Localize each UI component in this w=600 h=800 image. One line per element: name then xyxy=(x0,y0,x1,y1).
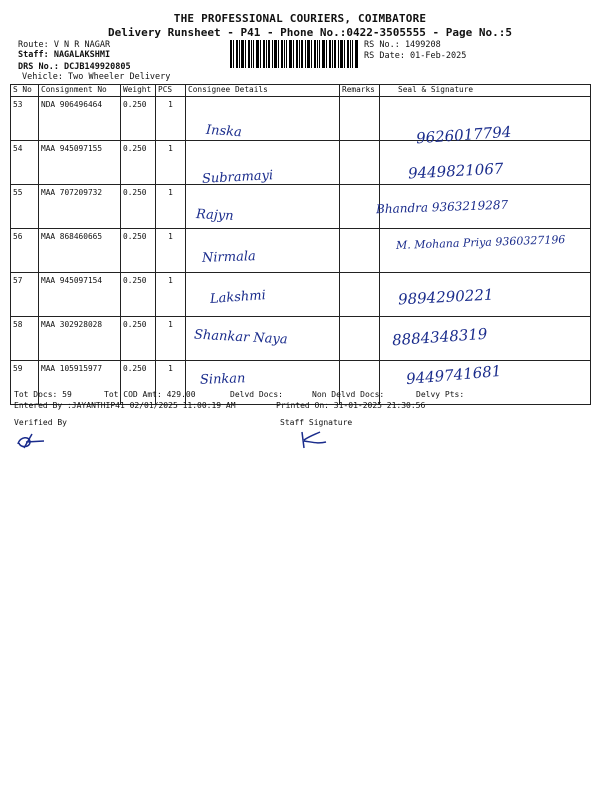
cell-consignment: MAA 945097155 xyxy=(39,141,121,185)
cell-weight: 0.250 xyxy=(121,185,156,229)
delivered-docs: Delvd Docs: xyxy=(230,390,283,399)
delivery-points: Delvy Pts: xyxy=(416,390,465,399)
consignee-signature: Rajyn xyxy=(195,207,234,224)
non-delivered-docs: Non Delvd Docs: xyxy=(312,390,385,399)
table-row xyxy=(11,317,591,361)
column-header-sno: S No xyxy=(11,85,39,97)
cell-sno: 54 xyxy=(11,141,39,185)
consignee-signature: Lakshmi xyxy=(209,288,267,307)
table-row xyxy=(11,273,591,317)
cell-weight: 0.250 xyxy=(121,361,156,405)
consignee-signature: Shankar Naya xyxy=(193,327,288,348)
cell-remarks xyxy=(340,141,380,185)
cell-remarks xyxy=(340,185,380,229)
cell-weight: 0.250 xyxy=(121,141,156,185)
cell-weight: 0.250 xyxy=(121,97,156,141)
table-row xyxy=(11,141,591,185)
staff-signature-mark xyxy=(296,428,330,452)
recipient-signature: Bhandra 9363219287 xyxy=(375,197,509,217)
recipient-signature: 9449741681 xyxy=(405,361,503,389)
column-header-seal: Seal & Signature xyxy=(380,85,591,97)
cell-remarks xyxy=(340,97,380,141)
cell-consignment: NDA 906496464 xyxy=(39,97,121,141)
column-header-consignee: Consignee Details xyxy=(186,85,340,97)
cell-sno: 56 xyxy=(11,229,39,273)
recipient-signature: 9449821067 xyxy=(407,159,504,183)
recipient-signature: M. Mohana Priya 9360327196 xyxy=(395,233,566,252)
cell-remarks xyxy=(340,273,380,317)
cell-sno: 57 xyxy=(11,273,39,317)
recipient-signature: 9626017794 xyxy=(415,122,512,148)
cell-consignment: MAA 302928028 xyxy=(39,317,121,361)
document-title: THE PROFESSIONAL COURIERS, COIMBATORE xyxy=(173,12,427,25)
rs-date: RS Date: 01-Feb-2025 xyxy=(364,51,467,61)
verifier-signature-mark xyxy=(14,430,50,452)
cell-consignment: MAA 945097154 xyxy=(39,273,121,317)
vehicle-label: Vehicle: Two Wheeler Delivery xyxy=(22,72,171,82)
verified-by-label: Verified By xyxy=(14,418,67,427)
printed-on: Printed On: 31-01-2025 21:30:56 xyxy=(276,401,426,410)
cell-sno: 58 xyxy=(11,317,39,361)
cell-sno: 53 xyxy=(11,97,39,141)
staff-signature-label: Staff Signature xyxy=(280,418,353,427)
consignee-signature: Sinkan xyxy=(199,371,246,388)
cell-pcs: 1 xyxy=(156,97,186,141)
column-header-pcs: PCS xyxy=(156,85,186,97)
cell-pcs: 1 xyxy=(156,141,186,185)
column-header-weight: Weight xyxy=(121,85,156,97)
column-header-remarks: Remarks xyxy=(340,85,380,97)
cell-sno: 59 xyxy=(11,361,39,405)
consignee-signature: Inska xyxy=(205,122,243,141)
cell-remarks xyxy=(340,317,380,361)
drs-number: DRS No.: DCJB149920805 xyxy=(18,62,131,72)
table-row xyxy=(11,361,591,405)
cell-weight: 0.250 xyxy=(121,317,156,361)
cell-weight: 0.250 xyxy=(121,229,156,273)
cell-pcs: 1 xyxy=(156,273,186,317)
cell-pcs: 1 xyxy=(156,361,186,405)
route-label: Route: V N R NAGAR xyxy=(18,40,111,50)
cell-weight: 0.250 xyxy=(121,273,156,317)
document-subtitle: Delivery Runsheet - P41 - Phone No.:0422-3505555 - Page No.:5 xyxy=(108,26,512,39)
column-header-consignment: Consignment No xyxy=(39,85,121,97)
entered-by: Entered By :JAYANTHIP41 02/01/2025 11:00:19 AM xyxy=(14,401,236,410)
cell-consignment: MAA 868460665 xyxy=(39,229,121,273)
cell-remarks xyxy=(340,229,380,273)
cell-pcs: 1 xyxy=(156,317,186,361)
cell-consignment: MAA 707209732 xyxy=(39,185,121,229)
staff-label: Staff: NAGALAKSHMI xyxy=(18,50,111,60)
cell-pcs: 1 xyxy=(156,185,186,229)
cell-pcs: 1 xyxy=(156,229,186,273)
cell-sno: 55 xyxy=(11,185,39,229)
barcode-image xyxy=(230,40,358,68)
recipient-signature: 8884348319 xyxy=(391,324,488,350)
table-header-row xyxy=(11,85,591,97)
rs-number: RS No.: 1499208 xyxy=(364,40,441,50)
consignee-signature: Subramayi xyxy=(201,168,274,187)
recipient-signature: 9894290221 xyxy=(397,285,494,309)
total-cod-amount: Tot COD Amt: 429.00 xyxy=(104,390,196,399)
consignee-signature: Nirmala xyxy=(201,249,256,266)
cell-consignment: MAA 105915977 xyxy=(39,361,121,405)
total-docs: Tot Docs: 59 xyxy=(14,390,72,399)
